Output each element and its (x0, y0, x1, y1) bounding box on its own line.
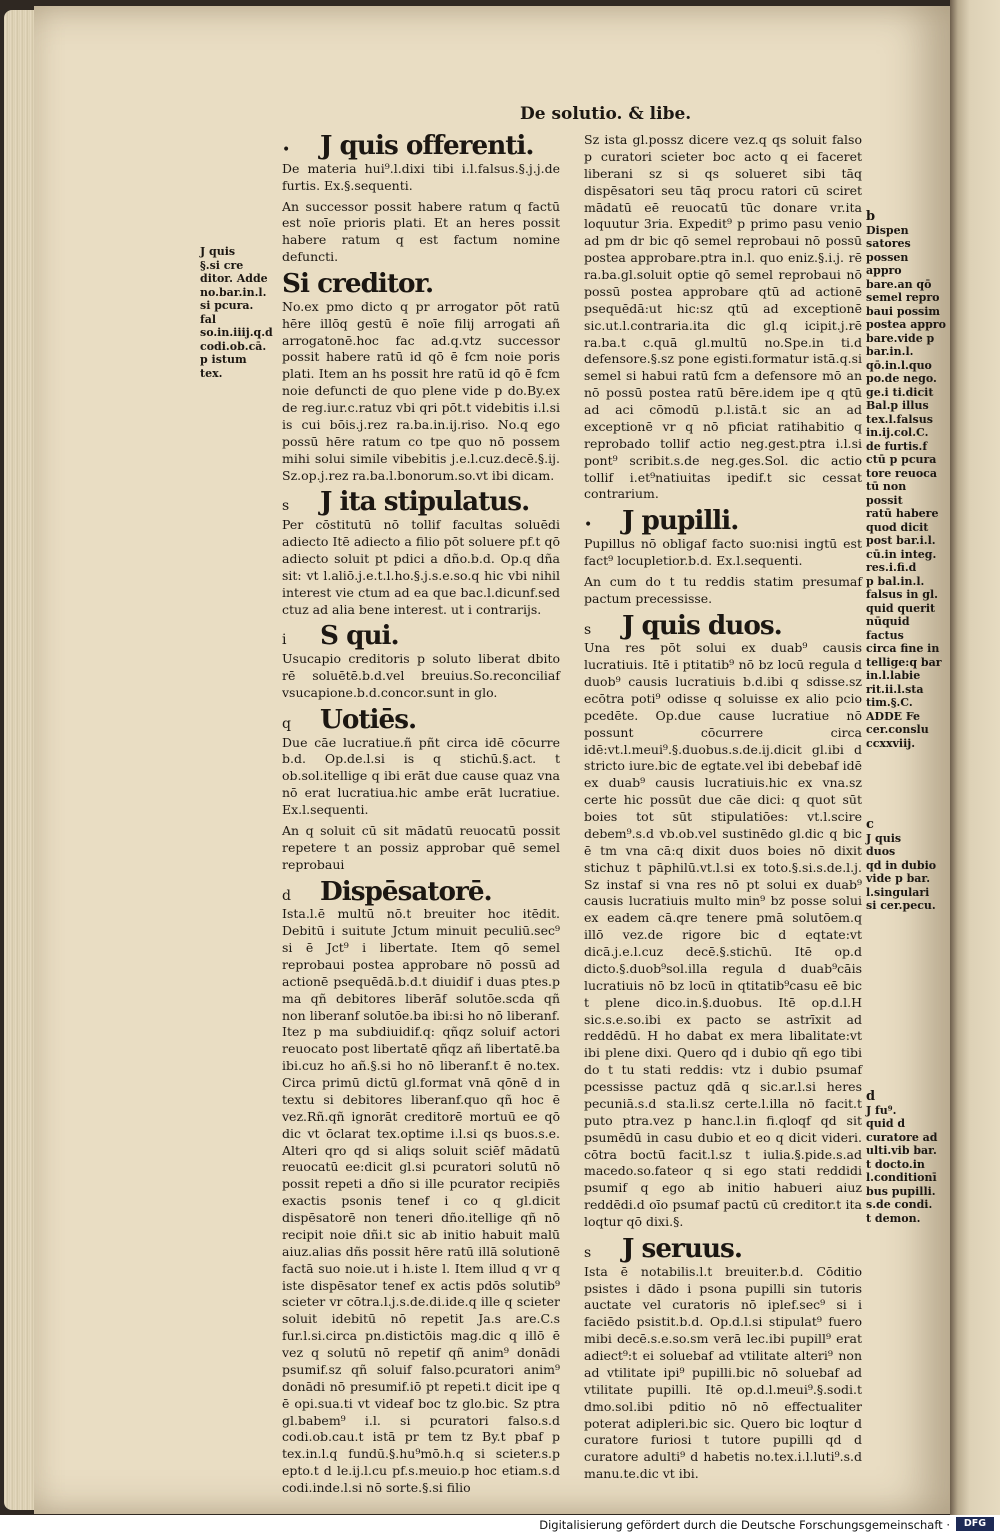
bullet-mark: • (282, 142, 291, 158)
paragraph: An q soluit cū sit mādatū reuocatū possit repetere t an possiz approbar quē semel reprobaui (282, 822, 560, 872)
gloss-letter: d (282, 887, 291, 904)
margin-note-line: ctū p pcura (866, 453, 937, 466)
section-heading: J quis duos. (622, 609, 782, 641)
margin-note-line: ratū habere (866, 507, 939, 520)
column-right (584, 132, 862, 1487)
margin-note-line: curatore ad (866, 1130, 938, 1144)
margin-note-line: satores (866, 237, 911, 250)
gloss-letter: s (282, 498, 290, 515)
margin-note-line: quid d (866, 1117, 906, 1130)
margin-note-line: s.de condi. (866, 1198, 933, 1211)
margin-note-b (866, 210, 946, 750)
section-heading: J ita stipulatus. (320, 486, 530, 518)
left-margin-note (200, 245, 273, 380)
margin-note-line: bar.in.l. (866, 345, 914, 358)
margin-note-letter: d (866, 1089, 876, 1104)
bullet-mark: • (584, 517, 593, 534)
margin-note-line: J fu⁹. (866, 1103, 897, 1117)
margin-note-line: Bal.p illus (866, 399, 929, 412)
section-text: Ista ē notabilis.l.t breuiter.b.d. Cōditio psistes i dādo i psona pupilli sin tutoris auctate vel curatoris nō iplef.sec⁹ si i faciēdo psistit.b.d. Op.d.l.si stipulat⁹ fuero mibi decē.s.e.so.sm verā lec.ibi pupill⁹ erat adiect⁹:t ei soluebaf ad vtilitate alteri⁹ non ad vtilitate ipi⁹ pupilli.bic nō soluebaf ad vtilitate pupilli. Itē op.d.l.meui⁹.§.sodi.t dmo.sol.ibi pditio nō nō effectualiter poterat adipleri.bic sic. Quero bic loqtur d curatore furiosi t tutore pupilli qd d curatore adulti⁹ d habetis no.tex.i.l.luti⁹.s.d manu.te.dic vt ibi. (584, 1263, 862, 1482)
margin-note-line: semel repro (866, 291, 940, 304)
margin-note-line: J quis (866, 831, 902, 845)
section-text: Ista.l.ē multū nō.t breuiter hoc itēdit. Debitū i suitute Jctum minuit peculiū.sec⁹ si ē Jct⁹ i libertate. Item qō semel reprobaui postea approbare nō possū ad actionē psequēdā.b.d.t diuidif i duas ptes.p ma qñ debitores liberāf solutōe.scda qñ non liberanf solutōe.ba ibi:si ho nō liberanf. Itez p ma subdiuidif.q: qñqz soluif actori reuocato post libertatē qñqz añ libertatē.ba ibi.cuz ho añ.§.si ho nō liberanf.t ē no.tex. Circa primū dictū gl.format vnā qōnē d in textu si debitores liberanf.quo qñ hoc ē vez.Rñ.qñ ignorāt creditorē mortuū ee qō dic vt ōclarat tex.optime i.l.si qs buos.s.e. Alteri qro qd si aliqs soluit sciēf mādatū reuocatū ee:dicit gl.si pcuratori solutū nō possit repeti a dño si ille pcurator recipiēs exactis psonis tenef i co q gl.dicit dispēsatorē non teneri dño.itellige qñ nō recipit noie dñi.t sic ab initio habuit malū aiuz.alias dñs possit hēre ratū illā solutionē factā suo noie.ut i h.iste l. Item illud q vr q iste dispēsator tenef ex actis pdōs solutib⁹ scieter vr cōtra.l.j.s.de.di.ide.q ille q scieter soluit idebitū nō repetit Ja.s are.C.s fur.l.si.circa pn.distictōis mag.dic q illō ē vez q solutū nō repetif qñ anim⁹ donādi psumif.sz qñ soluif falso.pcuratori anim⁹ donādi nō presumif.iō pt repeti.t dicit ipe q ē opi.sua.ti vt videaf boc tz glo.bic. Sz ptra gl.babem⁹ i.l. si pcuratori falso.s.d codi.ob.cau.t istā pr tem tz By.t pbaf p tex.in.l.q fundū.§.hu⁹mō.h.q si scieter.s.p epto.t d le.ij.l.cu pf.s.meuio.p hoc etiam.s.d codi.inde.l.si nō sorte.§.si filio (282, 906, 560, 1495)
margin-note-line: qd in dubio (866, 858, 937, 872)
margin-note-letter: c (866, 817, 874, 832)
section (584, 609, 862, 1231)
margin-note-line: bare.an qō (866, 277, 932, 291)
margin-note-line: postea appro (866, 318, 946, 331)
margin-note-line: rit.ii.l.sta (866, 682, 924, 696)
section-heading: J seruus. (622, 1232, 742, 1264)
margin-note-line: post bar.i.l. (866, 534, 936, 547)
margin-note-line: nūquid factus (866, 615, 910, 642)
section-heading: J quis offerenti. (320, 130, 534, 161)
margin-note-line: ADDE Fe (866, 709, 921, 723)
margin-note-line: bare.vide p (866, 331, 935, 345)
page-edge-stack (4, 10, 38, 1510)
margin-note-line: si pcura. fal (200, 299, 254, 326)
section-text: Usucapio creditoris p soluto liberat dbito rē soluētē.b.d.vel breuius.So.reconciliaf vsucapione.b.d.concor.sunt in glo. (282, 651, 560, 700)
margin-note-line: po.de nego. (866, 372, 937, 385)
margin-note-line: ulti.vib bar. (866, 1144, 937, 1157)
margin-note-line: ge.i ti.dicit (866, 385, 934, 399)
margin-note-line: no.bar.in.l. (200, 285, 267, 299)
running-head: De solutio. & libe. (520, 104, 692, 124)
margin-note-line: quod dicit (866, 520, 929, 534)
gloss-letter: i (282, 632, 287, 649)
margin-note-line: p istum tex. (200, 353, 247, 380)
facing-page-edge (950, 0, 1000, 1515)
margin-note-line: in.ij.col.C. (866, 426, 929, 439)
section-heading: J pupilli. (622, 505, 739, 537)
margin-note-line: t docto.in (866, 1157, 925, 1171)
footer-credit: Digitalisierung gefördert durch die Deutsche Forschungsgemeinschaft · (539, 1518, 950, 1532)
margin-note-line: qō.in.l.quo (866, 358, 932, 372)
section-text: Pupillus nō obligaf facto suo:nisi ingtū est fact⁹ locupletior.b.d. Ex.l.sequenti. (584, 536, 862, 568)
gloss-letter: s (584, 1244, 592, 1261)
section-text: Due cāe lucratiue.ñ pñt circa idē cōcurre b.d. Op.de.l.si is q stichū.§.act. t ob.sol.itellige q ibi erāt due cause quaz vna nō erat lucratiua.hic ambe erāt lucratiue. Ex.l.sequenti. (282, 734, 560, 817)
column-left (282, 132, 560, 1501)
margin-note-line: t demon. (866, 1211, 921, 1225)
margin-note-c (866, 818, 946, 913)
margin-note-line: J quis (200, 245, 236, 258)
paragraph: Sz ista gl.possz dicere vez.q qs soluit falso p curatori scieter boc acto q ei faceret liberani sz si qs solueret sibi tāq dispēsatori seu tāq procu ratori cū sciret mādatū eē reuocatū tūc donare vr.ita loquutur 3ria. Expedit⁹ p primo pasu venio ad pm dr bic qō semel reprobaui nō possū postea approbare.ptra in.l. quo eniz.§.i.j. rē ra.ba.gl.soluit optie qō semel reprobaui nō possū postea approbare qtū ad actionē psequēdā:ut hic:sz qtū ad exceptionē sic.ut.l.contraria.ita dic gl.q icipit.j.rē ra.ba.t c.quā gl.multū no.Spe.in ti.d defensore.§.sz pone egisti.formatur istā.q.si semel si habui ratū fcm a defensore mō an nō possū postea ratū bēre.idem ipe q qtū ad aci cōmodū p.l.istā.t sic an ad exceptionē vr q nō pficiat ratihabitio q reprobado tollif actio neg.gest.ptra i.l.si pont⁹ scribit.s.de neg.ges.Sol. dic actio tollif i.et⁹natiuitas ipedif.t sic cessat contrarium. (584, 132, 862, 502)
margin-note-line: l.singulari (866, 885, 930, 899)
margin-note-line: tū non possit (866, 480, 907, 507)
section-text: De materia hui⁹.l.dixi tibi i.l.falsus.§.j.j.de furtis. Ex.§.sequenti. (282, 160, 560, 193)
margin-note-line: falsus in gl. (866, 588, 938, 601)
margin-note-d (866, 1090, 946, 1225)
margin-note-line: quid querit (866, 601, 936, 615)
margin-note-line: in.l.labie (866, 669, 921, 682)
section (584, 1232, 862, 1483)
section (282, 875, 560, 1497)
margin-note-line: de furtis.f (866, 439, 928, 453)
section-heading: Dispēsatorē. (320, 875, 492, 907)
margin-note-line: §.si cre (200, 258, 244, 272)
section-text: Una res pōt solui ex duab⁹ causis lucratiuis. Itē i ptitatib⁹ nō bz locū regula d duob⁹ causis lucratiuis b.d.ibi q sdisse.sz ecōtra poti⁹ odisse q soluisse ex alio pcio pcedēte. Op.due cause lucratiue nō possunt cōcurrere circa idē:vt.l.meui⁹.§.duobus.s.de.ij.dicit gl.ibi d stricto iure.bic de egtate.vel ibi debebaf idē ex duab⁹ causis lucratiuis.hic ex vna.sz certe hic possūt due cāe dici: q quot sūt boies tot sūt stipulatiōes: vt.l.scire debem⁹.s.d vb.ob.vel sustinēdo gl.dic q bic ē tm vna cā:q dixit duos boies nō dixit stichuz t pāphilū.vt.l.si ex toto.§.si.s.de.l.j. Sz instaf si vna res nō pt solui ex duab⁹ causis lucratiuis multo min⁹ bz posse solui ex eadem cā.qre tenere pmā solutōem.q illō vez.de rigore bic d eqtate:vt dicā.j.e.l.cuz decē.§.stichū. Itē op.d dicto.§.duob⁹sol.illa regula d duab⁹cāis lucratiuis nō bz locū in qtitatib⁹casu eē bic t plene dico.in.§.duobus. Itē op.d.l.H sic.s.e.so.ibi ex pacto se astrīxit ad reddēdū. H ho dabat ex mera libalitate:vt ibi plene dixi. Quero qd i dubio qñ ego tibi do t tu stati reddis: vtz i dubio psumaf pcessisse pactuz qdā q sic.ar.l.si heres pecuniā.s.d sta.li.sz certe.l.illa nō facit.t puto ptra.vez p hanc.l.in fi.qloqf qd sit psumēdū in casu dubio et eo q dicit videri. cōtra boctū facit.l.sz t iulia.§.pide.s.ad macedo.so.fateor q si ego stati reddidi psumif q ego ab initio habueri aiuz reddēdi.d oīo psumaf pactū cū creditor.t ita loqtur qō dixi.§. (584, 640, 862, 1229)
margin-note-line: circa fine in (866, 642, 940, 655)
margin-note-line: cer.conslu (866, 723, 929, 736)
gloss-letter: s (584, 621, 592, 638)
margin-note-line: vide p bar. (866, 872, 931, 885)
margin-note-line: tellige:q bar (866, 655, 942, 669)
margin-note-line: so.in.iiij.q.d (200, 326, 273, 339)
section (584, 507, 862, 570)
margin-note-line: cū.in integ. (866, 547, 937, 561)
margin-note-line: si cer.pecu. (866, 899, 936, 912)
margin-note-line: res.i.fi.d (866, 561, 917, 574)
margin-note-line: ccxxviij. (866, 736, 916, 750)
section (282, 622, 560, 701)
paragraph: An cum do t tu reddis statim presumaf pactum precessisse. (584, 573, 862, 606)
margin-note-line: possen appro (866, 250, 909, 277)
margin-note-line: bus pupilli. (866, 1184, 936, 1198)
section-text: No.ex pmo dicto q pr arrogator pōt ratū hēre illōq gestū ē noīe filij arrogati añ arrogatonē.hoc fac ad.q.vtz successor possit habere ratū id qō ē fcm noie poris plati. Item an hs possit hre ratū id qō ē fcm noie defuncti de quo plene vide p do.By.ex de reg.iur.c.ratuz vbi qri pōt.t videbitis i.l.si is cui bōis.j.rez ra.ba.in.ij.riso. No.q ego possū hēre ratum co tpe quo nō possem mihi solui simile vibebitis j.e.l.cuz.decē.§.ij. Sz.op.j.rez ra.ba.l.bonorum.so.vt ibi dicam. (282, 298, 560, 483)
paragraph: An successor possit habere ratum q factū est noīe prioris plati. Et an heres possit habere ratum q est factum nomine defuncti. (282, 198, 560, 265)
margin-note-line: duos (866, 845, 896, 858)
margin-note-line: baui possim (866, 304, 941, 318)
margin-note-line: tim.§.C. (866, 696, 913, 709)
section (282, 270, 560, 484)
margin-note-line: ditor. Adde (200, 272, 268, 285)
section-text: Per cōstitutū nō tollif facultas soluēdi adiecto Itē adiecto a filio pōt soluere pf.t qō adiecto soluit pt pdici a dño.b.d. Op.q dña sit: vt l.aliō.j.e.t.l.ho.§.j.s.e.so.q hic vbi nihil interest vie ctum ad ea que bac.l.dicunf.sed ctuz ad alia bene interest. ut i contrarijs. (282, 517, 560, 617)
margin-note-letter: b (866, 209, 876, 224)
margin-note-line: codi.ob.cā. (200, 339, 267, 353)
section-heading: Si creditor. (282, 268, 434, 299)
dfg-logo: DFG (956, 1517, 994, 1531)
margin-note-line: Dispen (866, 223, 909, 237)
margin-note-line: l.conditionī (866, 1171, 937, 1184)
section (282, 132, 560, 195)
section-heading: S qui. (320, 620, 399, 652)
section-heading: Uotiēs. (320, 703, 417, 735)
margin-note-line: tex.l.falsus (866, 412, 933, 426)
section (282, 488, 560, 618)
margin-note-line: tore reuoca (866, 466, 937, 480)
section (282, 703, 560, 819)
margin-note-line: p bal.in.l. (866, 574, 925, 588)
gloss-letter: q (282, 715, 291, 732)
